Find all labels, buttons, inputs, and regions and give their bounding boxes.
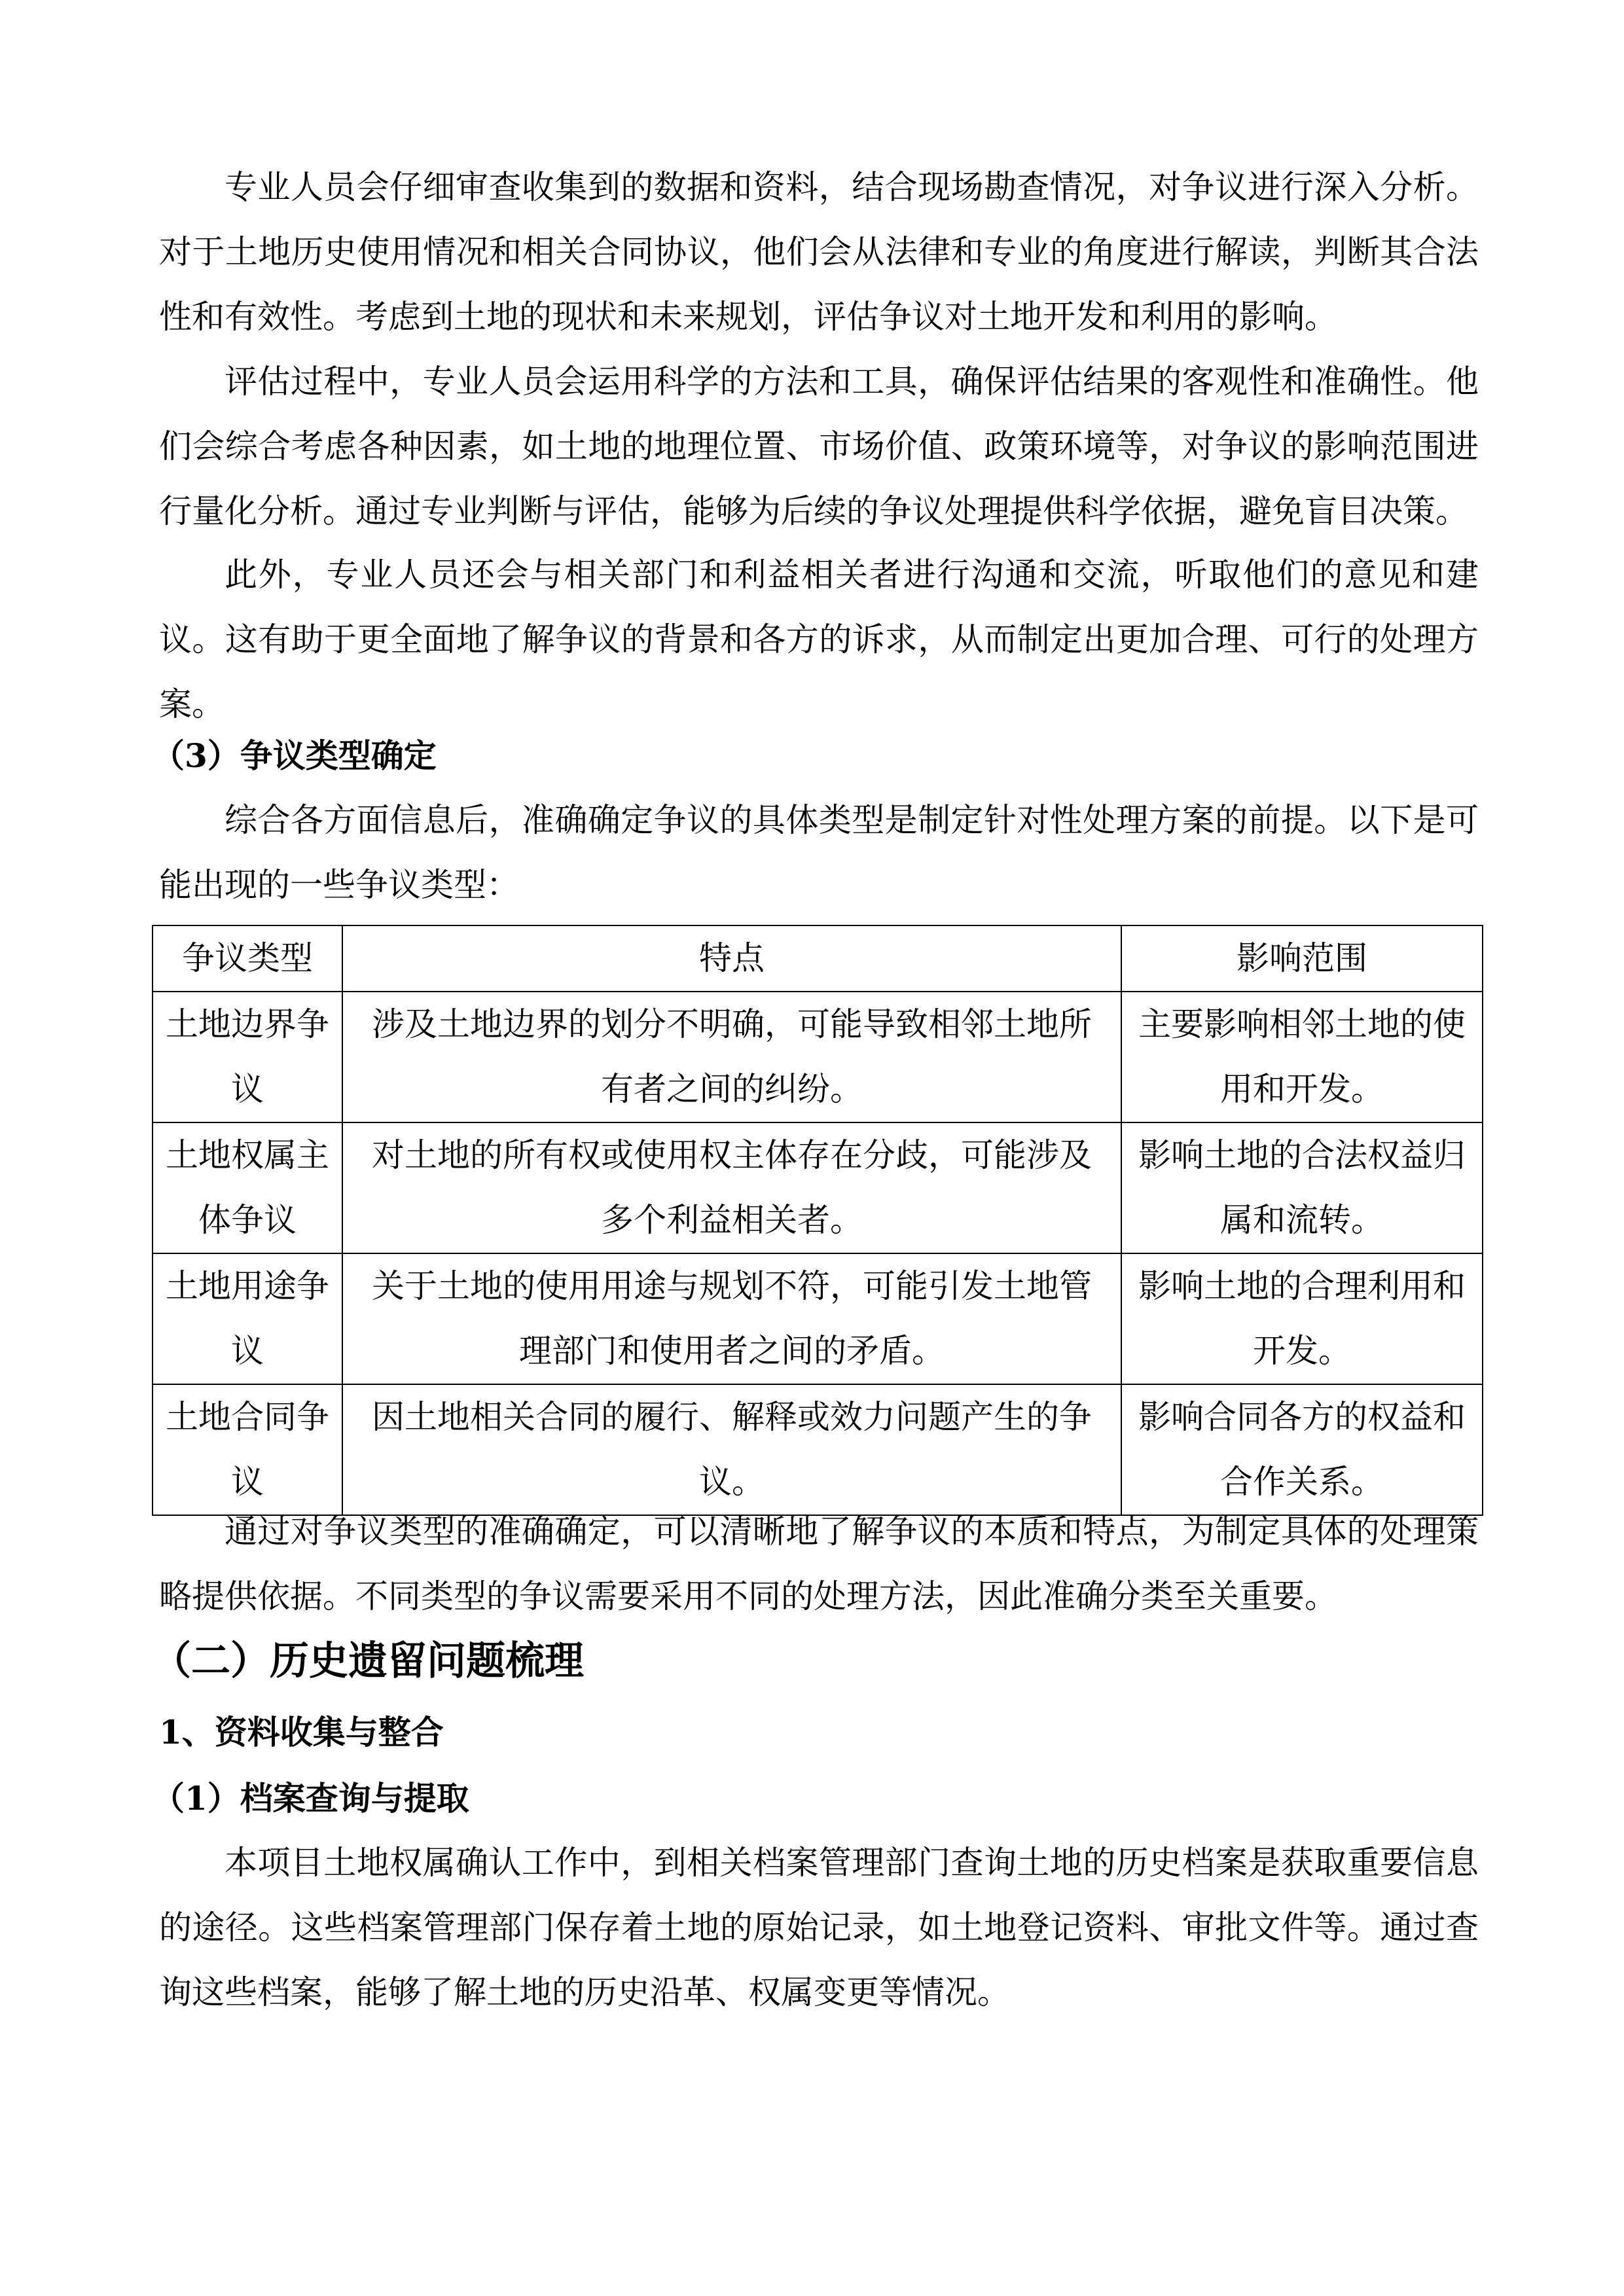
paragraph-archive: 本项目土地权属确认工作中，到相关档案管理部门查询土地的历史档案是获取重要信息的途径。这些档案管理部门保存着土地的原始记录，如土地登记资料、审批文件等。通过查询这些档案，能够了解土地的历史沿革、权属变更等情况。 [159, 1844, 1479, 2011]
paragraph-analysis: 专业人员会仔细审查收集到的数据和资料，结合现场勘查情况，对争议进行深入分析。对于土地历史使用情况和相关合同协议，他们会从法律和专业的角度进行解读，判断其合法性和有效性。考虑到土地的现状和未来规划，评估争议对土地开发和利用的影响。 [159, 168, 1479, 336]
heading-dispute-type: （3）争议类型确定 [152, 736, 437, 775]
table-row [153, 992, 1483, 1122]
paragraph-dispute-intro: 综合各方面信息后，准确确定争议的具体类型是制定针对性处理方案的前提。以下是可能出现的一些争议类型： [159, 801, 1479, 904]
paragraph-dispute-conclusion: 通过对争议类型的准确确定，可以清晰地了解争议的本质和特点，为制定具体的处理策略提供依据。不同类型的争议需要采用不同的处理方法，因此准确分类至关重要。 [159, 1513, 1479, 1615]
table-cell: 主要影响相邻土地的使用和开发。 [1121, 992, 1483, 1122]
table-header-row [153, 925, 1483, 992]
table-cell: 影响合同各方的权益和合作关系。 [1121, 1384, 1483, 1515]
table-cell: 土地权属主体争议 [153, 1122, 342, 1253]
paragraph-evaluation: 评估过程中，专业人员会运用科学的方法和工具，确保评估结果的客观性和准确性。他们会综合考虑各种因素，如土地的地理位置、市场价值、政策环境等，对争议的影响范围进行量化分析。通过专业判断与评估，能够为后续的争议处理提供科学依据，避免盲目决策。 [159, 363, 1479, 530]
table-cell: 土地用途争议 [153, 1253, 342, 1384]
table-cell: 土地合同争议 [153, 1384, 342, 1515]
table-cell: 影响土地的合理利用和开发。 [1121, 1253, 1483, 1384]
table-cell: 对土地的所有权或使用权主体存在分歧，可能涉及多个利益相关者。 [342, 1122, 1121, 1253]
table-cell: 涉及土地边界的划分不明确，可能导致相邻土地所有者之间的纠纷。 [342, 992, 1121, 1122]
table-row [153, 1253, 1483, 1384]
header-cell: 影响范围 [1121, 925, 1483, 992]
heading-archive-query: （1）档案查询与提取 [152, 1779, 469, 1818]
table-cell: 关于土地的使用用途与规划不符，可能引发土地管理部门和使用者之间的矛盾。 [342, 1253, 1121, 1384]
section-heading-history: （二）历史遗留问题梳理 [152, 1638, 584, 1684]
table-cell: 影响土地的合法权益归属和流转。 [1121, 1122, 1483, 1253]
header-cell: 争议类型 [153, 925, 342, 992]
table-row [153, 1384, 1483, 1515]
dispute-type-table [152, 925, 1483, 1516]
table-cell: 因土地相关合同的履行、解释或效力问题产生的争议。 [342, 1384, 1121, 1515]
table-row [153, 1122, 1483, 1253]
header-cell: 特点 [342, 925, 1121, 992]
heading-data-collection: 1、资料收集与整合 [159, 1713, 444, 1751]
paragraph-communication: 此外，专业人员还会与相关部门和利益相关者进行沟通和交流，听取他们的意见和建议。这有助于更全面地了解争议的背景和各方的诉求，从而制定出更加合理、可行的处理方案。 [159, 556, 1479, 723]
table-cell: 土地边界争议 [153, 992, 342, 1122]
